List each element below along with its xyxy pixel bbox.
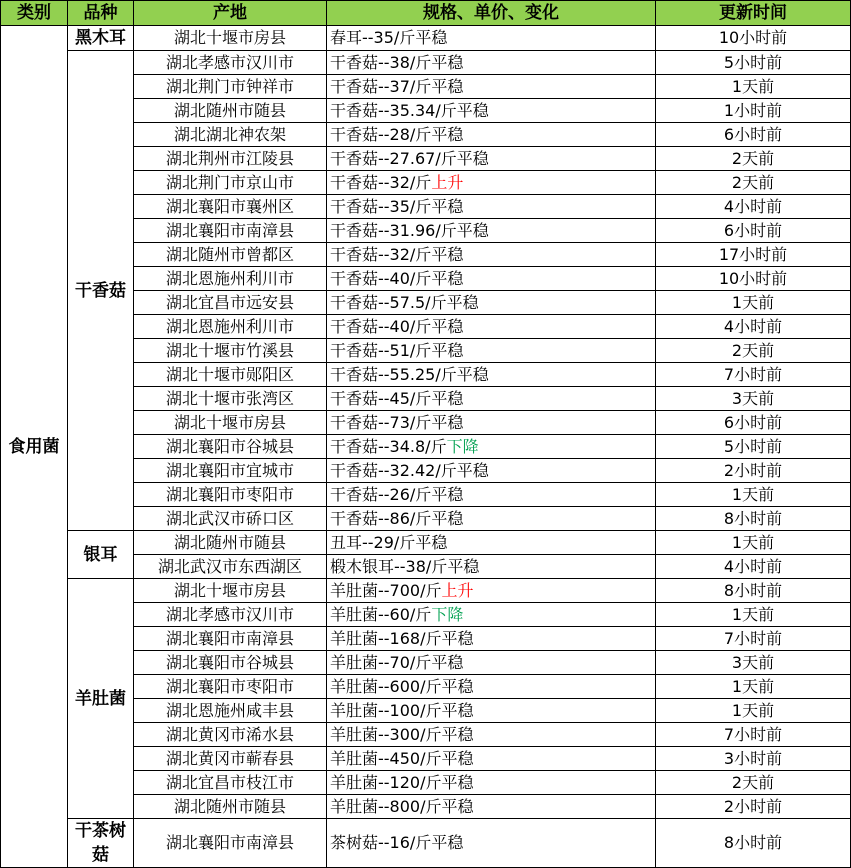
update-time-cell: 4小时前: [656, 315, 851, 339]
origin-cell: 湖北十堰市竹溪县: [134, 339, 327, 363]
spec-cell: [327, 123, 656, 147]
origin-cell: 湖北襄阳市南漳县: [134, 219, 327, 243]
spec-price-text: 羊肚菌--168/斤: [330, 628, 442, 648]
spec-cell: [327, 795, 656, 819]
price-change-text: 平稳: [447, 556, 480, 576]
update-time-cell: 3小时前: [656, 747, 851, 771]
origin-cell: 湖北十堰市房县: [134, 579, 327, 603]
origin-cell: 湖北十堰市房县: [134, 411, 327, 435]
spec-cell: [327, 291, 656, 315]
price-change-text: 平稳: [431, 412, 464, 432]
spec-cell: [327, 819, 656, 868]
spec-cell: [327, 483, 656, 507]
spec-cell: [327, 531, 656, 555]
header-category: 类别: [1, 1, 68, 26]
price-change-text: 平稳: [456, 148, 489, 168]
spec-price-text: 干香菇--40/斤: [330, 316, 432, 336]
spec-price-text: 干香菇--35/斤: [330, 196, 432, 216]
spec-price-text: 椴木银耳--38/斤: [330, 556, 448, 576]
spec-cell: [327, 435, 656, 459]
origin-cell: 湖北随州市随县: [134, 531, 327, 555]
spec-price-text: 干香菇--57.5/斤: [330, 292, 447, 312]
price-change-text: 平稳: [456, 364, 489, 384]
spec-cell: [327, 315, 656, 339]
price-change-text: 平稳: [441, 700, 474, 720]
price-change-text: 平稳: [431, 244, 464, 264]
spec-price-text: 干香菇--27.67/斤: [330, 148, 457, 168]
price-change-text: 下降: [446, 436, 479, 456]
update-time-cell: 3天前: [656, 387, 851, 411]
origin-cell: 湖北襄阳市宜城市: [134, 459, 327, 483]
update-time-cell: 1天前: [656, 291, 851, 315]
update-time-cell: 2小时前: [656, 795, 851, 819]
spec-price-text: 羊肚菌--700/斤: [330, 580, 442, 600]
spec-cell: [327, 51, 656, 75]
table-row: [1, 579, 851, 603]
origin-cell: 湖北湖北神农架: [134, 123, 327, 147]
spec-cell: [327, 195, 656, 219]
origin-cell: 湖北宜昌市枝江市: [134, 771, 327, 795]
table-row: [1, 531, 851, 555]
price-change-text: 平稳: [431, 340, 464, 360]
header-variety: 品种: [68, 1, 134, 26]
price-change-text: 平稳: [441, 628, 474, 648]
origin-cell: 湖北襄阳市襄州区: [134, 195, 327, 219]
origin-cell: 湖北襄阳市谷城县: [134, 435, 327, 459]
price-change-text: 平稳: [456, 460, 489, 480]
update-time-cell: 2天前: [656, 339, 851, 363]
origin-cell: 湖北随州市随县: [134, 99, 327, 123]
update-time-cell: 1天前: [656, 675, 851, 699]
update-time-cell: 6小时前: [656, 411, 851, 435]
price-change-text: 平稳: [441, 796, 474, 816]
spec-cell: [327, 99, 656, 123]
spec-price-text: 羊肚菌--100/斤: [330, 700, 442, 720]
update-time-cell: 2小时前: [656, 459, 851, 483]
update-time-cell: 2天前: [656, 147, 851, 171]
origin-cell: 湖北武汉市硚口区: [134, 507, 327, 531]
header-update-time: 更新时间: [656, 1, 851, 26]
spec-cell: [327, 699, 656, 723]
price-change-text: 平稳: [431, 388, 464, 408]
origin-cell: 湖北黄冈市浠水县: [134, 723, 327, 747]
update-time-cell: 10小时前: [656, 26, 851, 51]
spec-cell: [327, 219, 656, 243]
spec-cell: [327, 627, 656, 651]
spec-price-text: 干香菇--51/斤: [330, 340, 432, 360]
origin-cell: 湖北武汉市东西湖区: [134, 555, 327, 579]
price-change-text: 平稳: [456, 220, 489, 240]
update-time-cell: 1天前: [656, 699, 851, 723]
spec-price-text: 干香菇--73/斤: [330, 412, 432, 432]
update-time-cell: 5小时前: [656, 51, 851, 75]
spec-price-text: 丑耳--29/斤: [330, 532, 416, 552]
price-change-text: 平稳: [431, 316, 464, 336]
price-change-text: 平稳: [456, 100, 489, 120]
spec-cell: [327, 723, 656, 747]
update-time-cell: 10小时前: [656, 267, 851, 291]
spec-price-text: 干香菇--28/斤: [330, 124, 432, 144]
spec-cell: [327, 26, 656, 51]
category-cell: 食用菌: [1, 26, 68, 868]
origin-cell: 湖北十堰市房县: [134, 26, 327, 51]
origin-cell: 湖北孝感市汉川市: [134, 51, 327, 75]
price-change-text: 平稳: [446, 292, 479, 312]
origin-cell: 湖北襄阳市南漳县: [134, 819, 327, 868]
update-time-cell: 2天前: [656, 171, 851, 195]
origin-cell: 湖北恩施州利川市: [134, 315, 327, 339]
spec-price-text: 羊肚菌--600/斤: [330, 676, 442, 696]
price-change-text: 平稳: [441, 676, 474, 696]
spec-cell: [327, 363, 656, 387]
price-change-text: 平稳: [441, 724, 474, 744]
spec-cell: [327, 339, 656, 363]
spec-cell: [327, 243, 656, 267]
price-change-text: 平稳: [431, 52, 464, 72]
update-time-cell: 1天前: [656, 483, 851, 507]
header-spec-price-change: 规格、单价、变化: [327, 1, 656, 26]
spec-price-text: 干香菇--86/斤: [330, 508, 432, 528]
origin-cell: 湖北孝感市汉川市: [134, 603, 327, 627]
spec-cell: [327, 579, 656, 603]
price-change-text: 平稳: [441, 748, 474, 768]
update-time-cell: 8小时前: [656, 579, 851, 603]
spec-price-text: 春耳--35/斤: [330, 28, 416, 47]
spec-cell: [327, 411, 656, 435]
spec-cell: [327, 75, 656, 99]
variety-cell: 银耳: [68, 531, 134, 579]
update-time-cell: 7小时前: [656, 363, 851, 387]
spec-cell: [327, 387, 656, 411]
update-time-cell: 7小时前: [656, 627, 851, 651]
price-change-text: 平稳: [441, 772, 474, 792]
spec-price-text: 干香菇--35.34/斤: [330, 100, 457, 120]
origin-cell: 湖北襄阳市枣阳市: [134, 483, 327, 507]
spec-cell: [327, 459, 656, 483]
header-origin: 产地: [134, 1, 327, 26]
spec-price-text: 干香菇--40/斤: [330, 268, 432, 288]
spec-price-text: 干香菇--34.8/斤: [330, 436, 447, 456]
update-time-cell: 17小时前: [656, 243, 851, 267]
spec-cell: [327, 147, 656, 171]
origin-cell: 湖北襄阳市枣阳市: [134, 675, 327, 699]
origin-cell: 湖北荆门市钟祥市: [134, 75, 327, 99]
spec-cell: [327, 507, 656, 531]
spec-price-text: 羊肚菌--70/斤: [330, 652, 432, 672]
spec-price-text: 羊肚菌--800/斤: [330, 796, 442, 816]
spec-price-text: 羊肚菌--120/斤: [330, 772, 442, 792]
price-change-text: 平稳: [431, 833, 464, 852]
variety-cell: 黑木耳: [68, 26, 134, 51]
origin-cell: 湖北黄冈市蕲春县: [134, 747, 327, 771]
update-time-cell: 4小时前: [656, 555, 851, 579]
spec-price-text: 干香菇--32/斤: [330, 172, 432, 192]
update-time-cell: 6小时前: [656, 219, 851, 243]
update-time-cell: 7小时前: [656, 723, 851, 747]
spec-price-text: 干香菇--32/斤: [330, 244, 432, 264]
spec-price-text: 茶树菇--16/斤: [330, 833, 432, 852]
price-change-text: 平稳: [415, 28, 448, 47]
update-time-cell: 3天前: [656, 651, 851, 675]
spec-price-text: 干香菇--55.25/斤: [330, 364, 457, 384]
update-time-cell: 8小时前: [656, 819, 851, 868]
table-row: [1, 26, 851, 51]
spec-price-text: 羊肚菌--300/斤: [330, 724, 442, 744]
spec-cell: [327, 747, 656, 771]
header-row: [1, 1, 851, 26]
spec-cell: [327, 267, 656, 291]
update-time-cell: 6小时前: [656, 123, 851, 147]
origin-cell: 湖北荆门市京山市: [134, 171, 327, 195]
update-time-cell: 1小时前: [656, 99, 851, 123]
price-change-text: 平稳: [431, 268, 464, 288]
update-time-cell: 8小时前: [656, 507, 851, 531]
spec-cell: [327, 651, 656, 675]
price-change-text: 平稳: [431, 484, 464, 504]
origin-cell: 湖北襄阳市谷城县: [134, 651, 327, 675]
origin-cell: 湖北恩施州咸丰县: [134, 699, 327, 723]
spec-cell: [327, 771, 656, 795]
spec-cell: [327, 603, 656, 627]
table-row: [1, 51, 851, 75]
spec-price-text: 干香菇--45/斤: [330, 388, 432, 408]
spec-cell: [327, 675, 656, 699]
price-change-text: 上升: [441, 580, 474, 600]
update-time-cell: 1天前: [656, 603, 851, 627]
price-change-text: 平稳: [431, 508, 464, 528]
spec-price-text: 干香菇--31.96/斤: [330, 220, 457, 240]
spec-price-text: 干香菇--32.42/斤: [330, 460, 457, 480]
origin-cell: 湖北荆州市江陵县: [134, 147, 327, 171]
variety-cell: 干香菇: [68, 51, 134, 531]
price-change-text: 平稳: [431, 76, 464, 96]
spec-price-text: 干香菇--38/斤: [330, 52, 432, 72]
update-time-cell: 5小时前: [656, 435, 851, 459]
update-time-cell: 4小时前: [656, 195, 851, 219]
spec-price-text: 干香菇--37/斤: [330, 76, 432, 96]
price-change-text: 平稳: [431, 124, 464, 144]
origin-cell: 湖北十堰市郧阳区: [134, 363, 327, 387]
spec-price-text: 干香菇--26/斤: [330, 484, 432, 504]
origin-cell: 湖北随州市曾都区: [134, 243, 327, 267]
update-time-cell: 1天前: [656, 75, 851, 99]
price-change-text: 下降: [431, 604, 464, 624]
price-change-text: 平稳: [431, 652, 464, 672]
origin-cell: 湖北恩施州利川市: [134, 267, 327, 291]
origin-cell: 湖北襄阳市南漳县: [134, 627, 327, 651]
spec-price-text: 羊肚菌--60/斤: [330, 604, 432, 624]
spec-cell: [327, 555, 656, 579]
table-row: [1, 819, 851, 868]
table-body: [1, 26, 851, 868]
spec-price-text: 羊肚菌--450/斤: [330, 748, 442, 768]
origin-cell: 湖北十堰市张湾区: [134, 387, 327, 411]
variety-cell: 羊肚菌: [68, 579, 134, 819]
update-time-cell: 1天前: [656, 531, 851, 555]
price-change-text: 上升: [431, 172, 464, 192]
origin-cell: 湖北宜昌市远安县: [134, 291, 327, 315]
update-time-cell: 2天前: [656, 771, 851, 795]
price-change-text: 平稳: [415, 532, 448, 552]
origin-cell: 湖北随州市随县: [134, 795, 327, 819]
price-change-text: 平稳: [431, 196, 464, 216]
spec-cell: [327, 171, 656, 195]
variety-cell: 干茶树菇: [68, 819, 134, 868]
